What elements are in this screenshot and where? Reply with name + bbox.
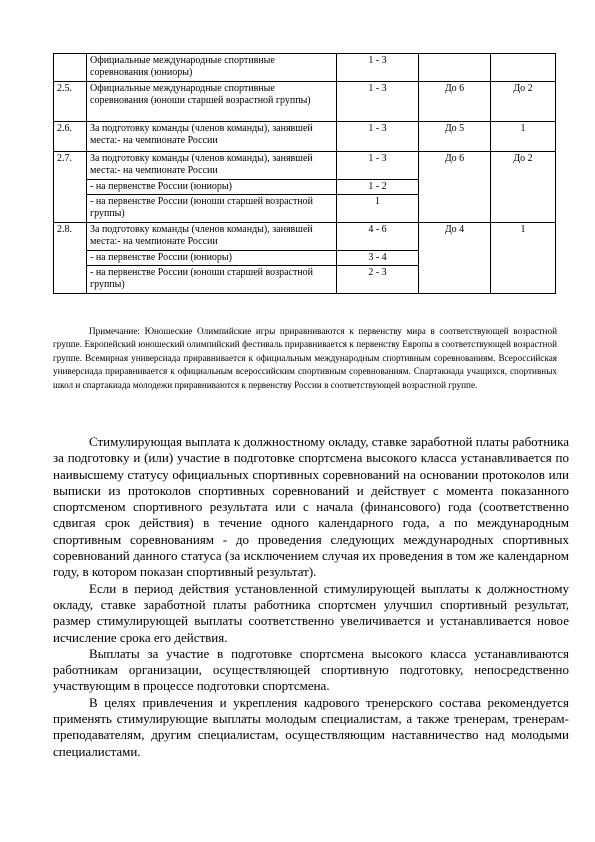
row-value: 1 — [491, 122, 556, 152]
body-text — [53, 434, 569, 760]
row-number: 2.7. — [54, 152, 87, 223]
row-value: До 6 — [419, 82, 491, 122]
paragraph: Выплаты за участие в подготовке спортсмена высокого класса устанавливаются работникам организации, осуществляющей спортивную подготовку, непосредственно участвующим в процессе подготовки спортсмена. — [53, 645, 569, 694]
row-value — [419, 54, 491, 82]
paragraph: Если в период действия установленной стимулирующей выплаты к должностному окладу, ставке заработной платы работника спортсмен улучшил спортивный результат, размер стимулирующей выплаты соответственно увеличивается и устанавливается новое исчисление срока его действия. — [53, 580, 569, 645]
note-text: Примечание: Юношеские Олимпийские игры приравниваются к первенству мира в соответствующей возрастной группе. Европейский юношеский олимпийский фестиваль приравнивается к первенству Европы в соответствующей возрастной группе. Всемирная универсиада приравнивается к официальным международным спортивным соревнованиям. Всероссийская универсиада приравнивается к официальным всероссийским спортивным соревнованиям. Спартакиада учащихся, спортивных школ и спартакиада молодежи приравниваются к первенству России в соответствующей возрастной группе. — [53, 326, 557, 390]
table-row — [54, 223, 556, 251]
row-value — [491, 54, 556, 82]
row-description: За подготовку команды (членов команды), занявшей места:- на чемпионате России — [87, 122, 337, 152]
row-description: - на первенстве России (юноши старшей возрастной группы) — [87, 195, 337, 223]
row-description: - на первенстве России (юноши старшей возрастной группы) — [87, 266, 337, 294]
table-row — [54, 82, 556, 122]
row-place: 1 - 3 — [337, 152, 419, 180]
table-row — [54, 54, 556, 82]
row-place: 3 - 4 — [337, 251, 419, 266]
row-place: 1 - 3 — [337, 54, 419, 82]
row-number: 2.6. — [54, 122, 87, 152]
row-place: 2 - 3 — [337, 266, 419, 294]
row-value: До 6 — [419, 152, 491, 223]
row-description: Официальные международные спортивные соревнования (юноши старшей возрастной группы) — [87, 82, 337, 122]
row-value: До 5 — [419, 122, 491, 152]
table-row — [54, 152, 556, 180]
table-note — [53, 325, 557, 392]
row-value: До 4 — [419, 223, 491, 294]
row-place: 1 - 3 — [337, 122, 419, 152]
row-place: 1 — [337, 195, 419, 223]
row-description: - на первенстве России (юниоры) — [87, 251, 337, 266]
row-value: 1 — [491, 223, 556, 294]
row-number: 2.8. — [54, 223, 87, 294]
row-description: Официальные международные спортивные соревнования (юниоры) — [87, 54, 337, 82]
row-place: 1 - 2 — [337, 180, 419, 195]
coefficient-table — [53, 53, 556, 294]
row-description: За подготовку команды (членов команды), занявшей места:- на чемпионате России — [87, 223, 337, 251]
table-row — [54, 122, 556, 152]
row-value: До 2 — [491, 82, 556, 122]
paragraph: В целях привлечения и укрепления кадрового тренерского состава рекомендуется применять стимулирующие выплаты молодым специалистам, а также тренерам, тренерам-преподавателям, другим специалистам, осуществляющим наставничество над молодыми специалистами. — [53, 694, 569, 759]
row-place: 1 - 3 — [337, 82, 419, 122]
row-value: До 2 — [491, 152, 556, 223]
row-description: За подготовку команды (членов команды), занявшей места:- на чемпионате России — [87, 152, 337, 180]
paragraph: Стимулирующая выплата к должностному окладу, ставке заработной платы работника за подготовку и (или) участие в подготовке спортсмена высокого класса устанавливается по наивысшему статусу официальных спортивных соревнований на основании протоколов или выписки из протоколов спортивных соревнований и действует с момента показанного спортсменом спортивного результата или с начала (финансового) года (соответственно сдвигая срок действия) в течение одного календарного года, а по международным спортивным соревнованиям - до проведения следующих международных спортивных соревнований данного статуса (за исключением случая их проведения в том же календарном году, в котором показан спортивный результат). — [53, 434, 569, 580]
row-description: - на первенстве России (юниоры) — [87, 180, 337, 195]
row-number — [54, 54, 87, 82]
row-number: 2.5. — [54, 82, 87, 122]
row-place: 4 - 6 — [337, 223, 419, 251]
